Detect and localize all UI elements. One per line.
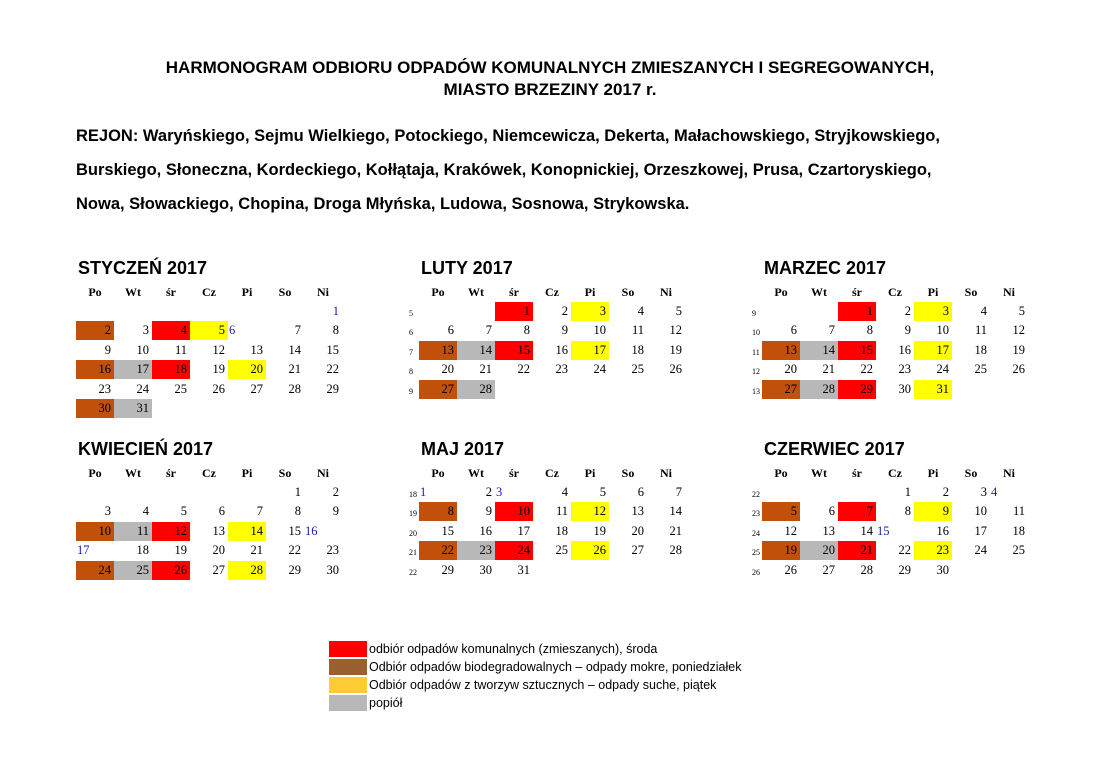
day-cell: 17 (77, 543, 90, 558)
week-number: 11 (752, 347, 760, 357)
weekday-header: Cz (202, 466, 216, 480)
weekday-header: Pi (241, 466, 253, 480)
day-cell: 19 (1012, 342, 1025, 357)
day-cell-mixed: 26 (152, 561, 190, 580)
day-cell: 6 (637, 485, 644, 499)
day-cell: 9 (104, 342, 111, 357)
day-cell: 7 (828, 323, 835, 338)
day-cell-mixed: 24 (495, 541, 533, 560)
weekday-header: Po (88, 466, 102, 480)
day-cell: 24 (593, 362, 606, 377)
weekday-header: śr (166, 285, 176, 299)
day-cell-mixed: 29 (838, 380, 876, 399)
day-cell-bio: 19 (762, 541, 800, 560)
day-cell: 23 (98, 381, 111, 396)
day-cell: 7 (485, 323, 492, 338)
day-cell: 9 (904, 323, 911, 338)
day-cell: 2 (942, 485, 949, 499)
day-cell-ash: 17 (114, 360, 152, 379)
day-cell-mixed: 18 (152, 360, 190, 379)
weekday-header: Po (88, 285, 102, 299)
day-cell-bio: 2 (76, 321, 114, 340)
day-cell-ash: 14 (457, 341, 495, 360)
day-cell: 26 (1012, 362, 1025, 377)
day-cell: 1 (294, 485, 301, 499)
day-cell: 21 (669, 523, 682, 538)
legend-label: Odbiór odpadów z tworzyw sztucznych – odpady suche, piątek (369, 678, 717, 692)
week-number: 9 (409, 386, 413, 396)
day-cell: 20 (631, 523, 644, 538)
day-cell: 21 (250, 543, 263, 558)
day-cell: 11 (174, 342, 187, 357)
day-cell-bio: 30 (76, 399, 114, 418)
weekday-header: So (278, 466, 292, 480)
day-cell: 29 (288, 562, 301, 577)
day-cell-bio: 27 (762, 380, 800, 399)
weekday-header: Ni (317, 285, 329, 299)
week-number: 6 (409, 328, 413, 338)
day-cell: 18 (555, 523, 568, 538)
day-cell: 17 (974, 523, 987, 538)
legend-label: popiół (369, 696, 403, 710)
day-cell: 15 (441, 523, 454, 538)
day-cell-bio: 13 (419, 341, 457, 360)
weekday-header: Ni (1003, 285, 1015, 299)
day-cell: 27 (212, 562, 225, 577)
week-number: 7 (409, 347, 413, 357)
day-cell: 13 (250, 342, 263, 357)
day-cell: 1 (420, 485, 427, 499)
day-cell: 28 (669, 543, 682, 558)
day-cell: 22 (288, 543, 301, 558)
weekday-header: Wt (125, 285, 141, 299)
day-cell: 12 (784, 523, 797, 538)
weekday-header: Po (431, 466, 445, 480)
day-cell: 12 (1012, 323, 1025, 338)
legend-label: Odbiór odpadów biodegradowalnych – odpady mokre, poniedziałek (369, 660, 742, 674)
day-cell-plastic: 17 (571, 341, 609, 360)
weekday-header: Cz (888, 285, 902, 299)
day-cell: 16 (555, 342, 568, 357)
legend-swatch (329, 641, 367, 657)
day-cell-ash: 31 (114, 399, 152, 418)
day-cell: 5 (180, 504, 187, 519)
day-cell: 11 (631, 323, 644, 338)
day-cell: 1 (332, 304, 339, 318)
day-cell-plastic: 5 (190, 321, 228, 340)
weekday-header: Wt (468, 285, 484, 299)
day-cell: 10 (936, 323, 949, 338)
day-cell: 28 (860, 562, 873, 577)
week-number: 8 (409, 367, 413, 377)
day-cell: 25 (174, 381, 187, 396)
day-cell: 11 (555, 504, 568, 519)
day-cell-ash: 23 (457, 541, 495, 560)
day-cell: 16 (479, 523, 492, 538)
month-title: STYCZEŃ 2017 (78, 258, 208, 278)
day-cell: 8 (904, 504, 911, 519)
day-cell: 10 (974, 504, 987, 519)
week-number: 19 (409, 509, 417, 519)
day-cell-bio: 5 (762, 502, 800, 521)
day-cell-ash: 20 (800, 541, 838, 560)
month-calendar (409, 258, 739, 428)
weekday-header: Pi (241, 285, 253, 299)
day-cell: 3 (104, 504, 111, 519)
day-cell: 8 (523, 323, 530, 338)
weekday-header: Wt (125, 466, 141, 480)
week-number: 22 (752, 490, 760, 499)
weekday-header: Ni (1003, 466, 1015, 480)
day-cell: 29 (441, 562, 454, 577)
day-cell: 19 (593, 523, 606, 538)
week-number: 9 (752, 309, 756, 318)
week-number: 21 (409, 548, 417, 558)
day-cell: 30 (936, 562, 949, 577)
day-cell: 18 (1012, 523, 1025, 538)
day-cell: 2 (904, 304, 911, 318)
page-subtitle: MIASTO BRZEZINY 2017 r. (443, 80, 657, 99)
day-cell: 8 (866, 323, 873, 338)
day-cell: 6 (790, 323, 797, 338)
weekday-header: Cz (888, 466, 902, 480)
region-streets: REJON: Waryńskiego, Sejmu Wielkiego, Potockiego, Niemcewicza, Dekerta, Małachowskiego, Stryjkowskiego, Burskiego, Słoneczna, Kordeckiego, Kołłątaja, Krakówek, Konopnickiej, Orzeszkowej, Prusa, Czartoryskiego, Nowa, Słowackiego, Chopina, Droga Młyńska, Ludowa, Sosnowa, Strykowska. (76, 127, 940, 213)
weekday-header: Ni (317, 466, 329, 480)
day-cell: 13 (631, 504, 644, 519)
month-calendar (76, 439, 396, 609)
day-cell-ash: 25 (114, 561, 152, 580)
day-cell-plastic: 3 (571, 302, 609, 321)
day-cell: 11 (1012, 504, 1025, 519)
day-cell: 4 (142, 504, 149, 519)
day-cell: 4 (980, 304, 987, 318)
day-cell: 19 (669, 342, 682, 357)
week-number: 5 (409, 309, 413, 318)
day-cell: 22 (326, 362, 339, 377)
day-cell: 10 (593, 323, 606, 338)
day-cell: 26 (784, 562, 797, 577)
day-cell-ash: 28 (800, 380, 838, 399)
day-cell-plastic: 17 (914, 341, 952, 360)
week-number: 18 (409, 490, 417, 499)
day-cell: 20 (441, 362, 454, 377)
day-cell: 9 (561, 323, 568, 338)
week-number: 23 (752, 509, 760, 519)
month-calendar (752, 439, 1082, 609)
page-title: HARMONOGRAM ODBIORU ODPADÓW KOMUNALNYCH ZMIESZANYCH I SEGREGOWANYCH, (165, 58, 935, 77)
day-cell: 18 (974, 342, 987, 357)
weekday-header: śr (509, 285, 519, 299)
day-cell-mixed: 1 (495, 302, 533, 321)
day-cell: 7 (675, 485, 682, 499)
weekday-header: So (621, 285, 635, 299)
day-cell: 31 (517, 562, 530, 577)
day-cell-plastic: 14 (228, 522, 266, 541)
month-title: KWIECIEŃ 2017 (78, 439, 214, 459)
day-cell: 17 (517, 523, 530, 538)
day-cell-plastic: 9 (914, 502, 952, 521)
day-cell-plastic: 12 (571, 502, 609, 521)
day-cell: 6 (218, 504, 225, 519)
day-cell: 12 (212, 342, 225, 357)
week-number: 24 (752, 528, 760, 538)
day-cell: 23 (555, 362, 568, 377)
week-number: 12 (752, 367, 760, 377)
weekday-header: Po (774, 285, 788, 299)
day-cell: 21 (822, 362, 835, 377)
day-cell: 2 (332, 485, 339, 499)
day-cell-bio: 10 (76, 522, 114, 541)
day-cell: 30 (326, 562, 339, 577)
week-number: 20 (409, 528, 417, 538)
day-cell: 7 (256, 504, 263, 519)
week-number: 22 (409, 567, 417, 577)
day-cell-plastic: 26 (571, 541, 609, 560)
weekday-header: So (964, 285, 978, 299)
day-cell-bio: 27 (419, 380, 457, 399)
day-cell: 7 (294, 323, 301, 338)
day-cell-mixed: 10 (495, 502, 533, 521)
day-cell: 29 (898, 562, 911, 577)
day-cell-plastic: 28 (228, 561, 266, 580)
day-cell: 22 (517, 362, 530, 377)
month-calendar (409, 439, 739, 609)
weekday-header: śr (852, 285, 862, 299)
weekday-header: Cz (202, 285, 216, 299)
day-cell: 19 (212, 362, 225, 377)
day-cell: 24 (974, 543, 987, 558)
weekday-header: śr (509, 466, 519, 480)
day-cell-bio: 22 (419, 541, 457, 560)
day-cell: 27 (250, 381, 263, 396)
day-cell-plastic: 31 (914, 380, 952, 399)
day-cell: 3 (496, 485, 503, 499)
day-cell: 13 (822, 523, 835, 538)
day-cell: 8 (294, 504, 301, 519)
day-cell: 21 (479, 362, 492, 377)
day-cell: 4 (991, 485, 998, 499)
weekday-header: Pi (584, 466, 596, 480)
day-cell: 25 (555, 543, 568, 558)
legend-swatch (329, 695, 367, 711)
day-cell: 27 (822, 562, 835, 577)
day-cell: 3 (980, 485, 987, 499)
day-cell: 10 (136, 342, 149, 357)
month-title: MAJ 2017 (421, 439, 505, 459)
day-cell-bio: 8 (419, 502, 457, 521)
weekday-header: śr (166, 466, 176, 480)
day-cell: 20 (784, 362, 797, 377)
day-cell: 5 (599, 485, 606, 499)
day-cell: 24 (136, 381, 149, 396)
day-cell-bio: 24 (76, 561, 114, 580)
day-cell: 15 (877, 523, 890, 538)
day-cell: 4 (637, 304, 644, 318)
day-cell-plastic: 3 (914, 302, 952, 321)
day-cell: 15 (288, 523, 301, 538)
day-cell: 22 (860, 362, 873, 377)
day-cell-mixed: 15 (838, 341, 876, 360)
weekday-header: So (964, 466, 978, 480)
day-cell: 5 (1018, 304, 1025, 318)
day-cell: 21 (288, 362, 301, 377)
day-cell: 2 (485, 485, 492, 499)
month-calendar (76, 258, 396, 428)
day-cell: 8 (332, 323, 339, 338)
week-number: 13 (752, 386, 760, 396)
legend-swatch (329, 677, 367, 693)
day-cell-mixed: 4 (152, 321, 190, 340)
day-cell: 9 (485, 504, 492, 519)
day-cell-plastic: 20 (228, 360, 266, 379)
day-cell: 6 (447, 323, 454, 338)
day-cell: 9 (332, 504, 339, 519)
day-cell: 15 (326, 342, 339, 357)
day-cell-ash: 28 (457, 380, 495, 399)
day-cell-mixed: 12 (152, 522, 190, 541)
month-title: LUTY 2017 (421, 258, 513, 278)
month-title: CZERWIEC 2017 (764, 439, 905, 459)
day-cell: 1 (904, 485, 911, 499)
day-cell-mixed: 21 (838, 541, 876, 560)
day-cell: 13 (212, 523, 225, 538)
day-cell: 5 (675, 304, 682, 318)
weekday-header: Po (774, 466, 788, 480)
day-cell: 25 (631, 362, 644, 377)
weekday-header: Ni (660, 466, 672, 480)
day-cell-bio: 16 (76, 360, 114, 379)
day-cell: 30 (479, 562, 492, 577)
weekday-header: Pi (927, 285, 939, 299)
day-cell: 27 (631, 543, 644, 558)
day-cell-ash: 14 (800, 341, 838, 360)
day-cell: 16 (936, 523, 949, 538)
day-cell: 30 (898, 381, 911, 396)
day-cell-bio: 13 (762, 341, 800, 360)
day-cell: 29 (326, 381, 339, 396)
day-cell: 16 (898, 342, 911, 357)
day-cell: 25 (974, 362, 987, 377)
weekday-header: So (621, 466, 635, 480)
day-cell: 2 (561, 304, 568, 318)
weekday-header: Wt (468, 466, 484, 480)
weekday-header: So (278, 285, 292, 299)
day-cell: 28 (288, 381, 301, 396)
day-cell: 14 (288, 342, 301, 357)
day-cell: 25 (1012, 543, 1025, 558)
day-cell: 26 (669, 362, 682, 377)
day-cell: 6 (229, 323, 236, 338)
weekday-header: Pi (584, 285, 596, 299)
day-cell: 19 (174, 543, 187, 558)
weekday-header: Wt (811, 285, 827, 299)
day-cell-mixed: 15 (495, 341, 533, 360)
day-cell: 18 (136, 543, 149, 558)
weekday-header: Cz (545, 285, 559, 299)
weekday-header: śr (852, 466, 862, 480)
weekday-header: Po (431, 285, 445, 299)
day-cell: 20 (212, 543, 225, 558)
month-calendar (752, 258, 1082, 428)
day-cell: 14 (860, 523, 873, 538)
day-cell: 12 (669, 323, 682, 338)
legend-swatch (329, 659, 367, 675)
day-cell-plastic: 23 (914, 541, 952, 560)
day-cell-mixed: 7 (838, 502, 876, 521)
week-number: 25 (752, 548, 760, 558)
day-cell: 23 (326, 543, 339, 558)
legend-label: odbiór odpadów komunalnych (zmieszanych), środa (369, 642, 658, 656)
day-cell: 18 (631, 342, 644, 357)
day-cell: 23 (898, 362, 911, 377)
weekday-header: Ni (660, 285, 672, 299)
day-cell: 14 (669, 504, 682, 519)
day-cell: 4 (561, 485, 568, 499)
day-cell-ash: 11 (114, 522, 152, 541)
month-title: MARZEC 2017 (764, 258, 887, 278)
day-cell: 24 (936, 362, 949, 377)
weekday-header: Wt (811, 466, 827, 480)
day-cell: 26 (212, 381, 225, 396)
day-cell: 16 (305, 523, 318, 538)
week-number: 10 (752, 328, 760, 338)
week-number: 26 (752, 567, 760, 577)
day-cell: 3 (142, 323, 149, 338)
weekday-header: Cz (545, 466, 559, 480)
day-cell-mixed: 1 (838, 302, 876, 321)
day-cell: 11 (974, 323, 987, 338)
weekday-header: Pi (927, 466, 939, 480)
day-cell: 22 (898, 543, 911, 558)
day-cell: 6 (828, 504, 835, 519)
